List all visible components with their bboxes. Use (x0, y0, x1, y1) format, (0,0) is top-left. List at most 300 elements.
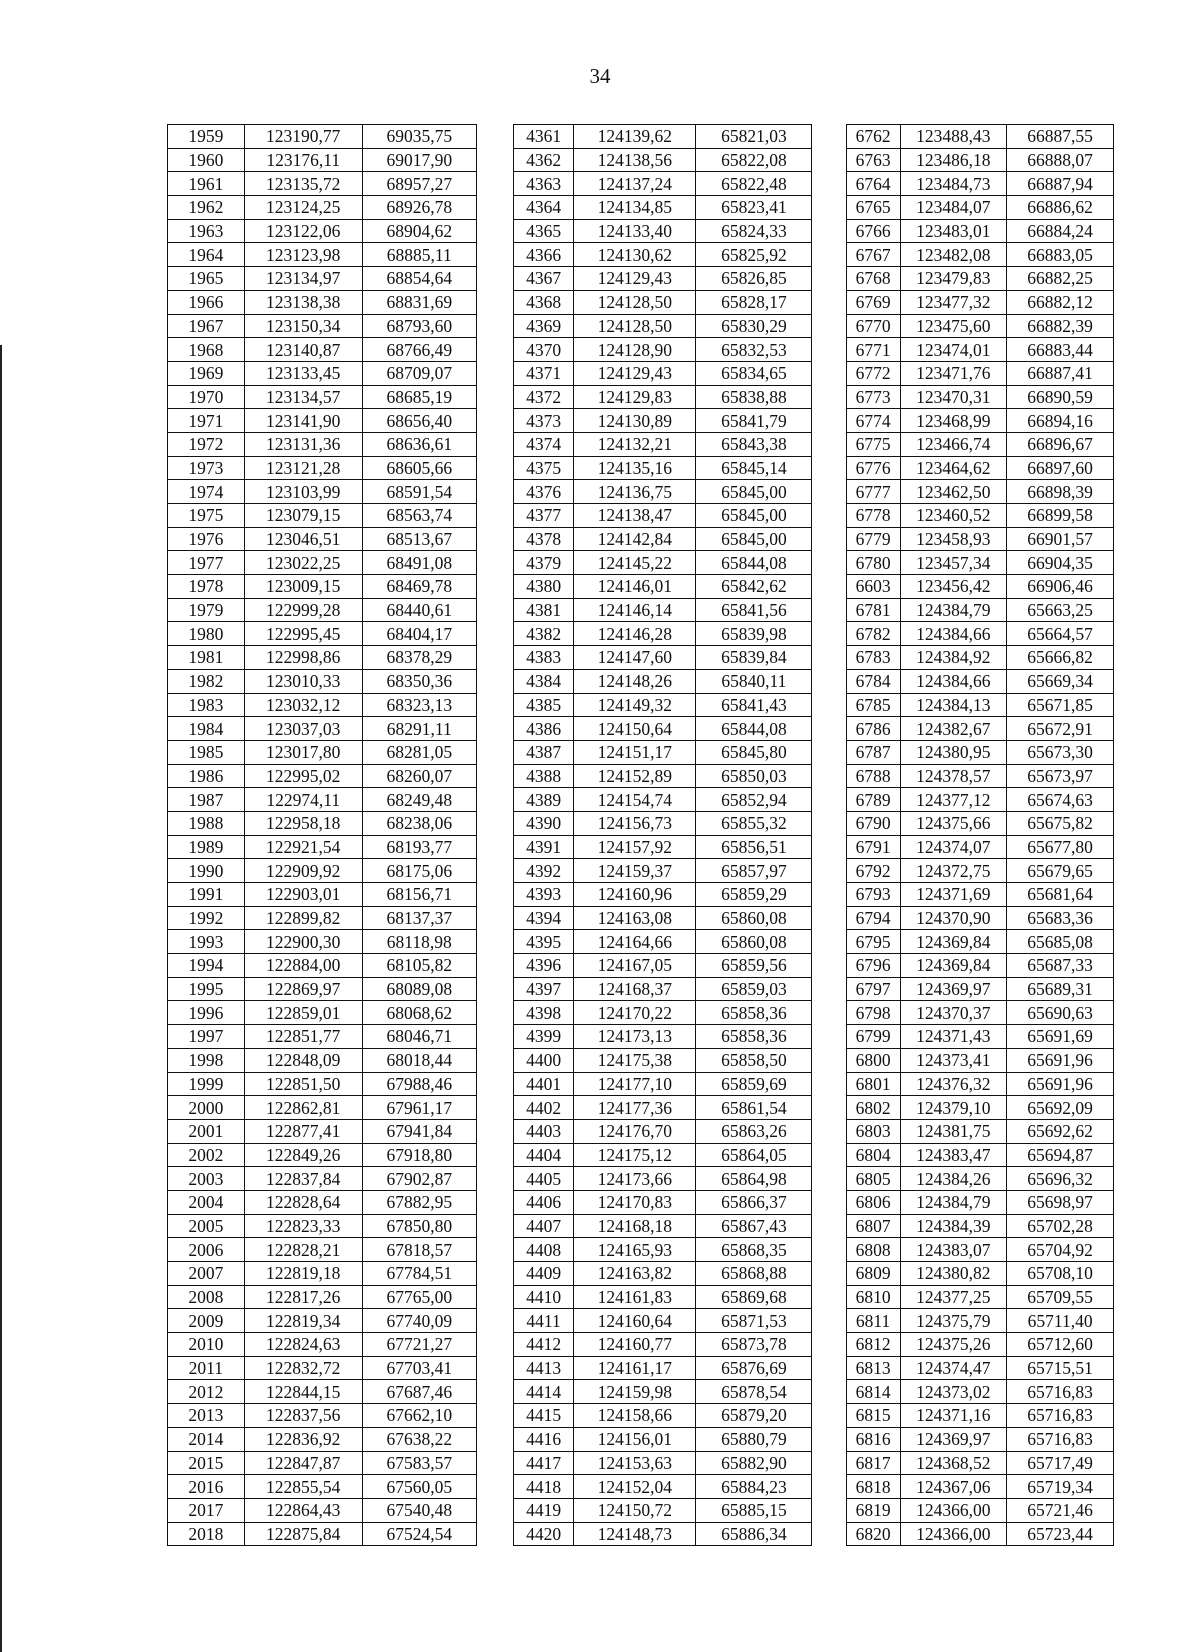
point-c-x-cell: 124384,79 (900, 598, 1007, 622)
point-b-x-cell: 124149,32 (574, 693, 696, 717)
point-a-x-cell: 123190,77 (244, 125, 362, 149)
point-c-x-cell: 124383,47 (900, 1143, 1007, 1167)
point-c-x-cell: 123458,93 (900, 527, 1007, 551)
column-gap (812, 172, 846, 196)
point-a-x-cell: 122837,84 (244, 1167, 362, 1191)
table-row (168, 1214, 1114, 1238)
point-b-x-cell: 124134,85 (574, 196, 696, 220)
point-c-y-cell: 66884,24 (1007, 219, 1114, 243)
column-gap (476, 432, 513, 456)
point-c-y-cell: 66887,94 (1007, 172, 1114, 196)
point-c-y-cell: 66882,25 (1007, 267, 1114, 291)
point-c-y-cell: 65681,64 (1007, 883, 1114, 907)
point-b-x-cell: 124129,43 (574, 361, 696, 385)
point-b-x-cell: 124151,17 (574, 740, 696, 764)
point-c-y-cell: 65675,82 (1007, 811, 1114, 835)
point-c-x-cell: 124375,26 (900, 1333, 1007, 1357)
point-b-x-cell: 124129,43 (574, 267, 696, 291)
table-row (168, 290, 1114, 314)
point-c-y-cell: 65716,83 (1007, 1404, 1114, 1428)
point-b-x-cell: 124159,98 (574, 1380, 696, 1404)
point-b-x-cell: 124142,84 (574, 527, 696, 551)
point-b-y-cell: 65859,69 (696, 1072, 812, 1096)
point-a-x-cell: 123140,87 (244, 338, 362, 362)
point-b-number-cell: 4392 (514, 859, 574, 883)
point-c-x-cell: 124376,32 (900, 1072, 1007, 1096)
point-b-y-cell: 65879,20 (696, 1404, 812, 1428)
column-gap (476, 1096, 513, 1120)
point-a-x-cell: 123176,11 (244, 148, 362, 172)
point-a-y-cell: 67540,48 (362, 1498, 476, 1522)
table-row (168, 859, 1114, 883)
point-b-number-cell: 4396 (514, 954, 574, 978)
point-c-y-cell: 65666,82 (1007, 646, 1114, 670)
column-gap (812, 1025, 846, 1049)
column-gap (812, 361, 846, 385)
point-b-x-cell: 124130,62 (574, 243, 696, 267)
column-gap (476, 717, 513, 741)
point-b-y-cell: 65886,34 (696, 1522, 812, 1546)
point-b-x-cell: 124168,37 (574, 977, 696, 1001)
point-c-number-cell: 6771 (846, 338, 900, 362)
point-c-x-cell: 124383,07 (900, 1238, 1007, 1262)
point-b-y-cell: 65878,54 (696, 1380, 812, 1404)
point-b-y-cell: 65856,51 (696, 835, 812, 859)
point-c-y-cell: 66887,41 (1007, 361, 1114, 385)
point-b-number-cell: 4388 (514, 764, 574, 788)
point-c-y-cell: 65721,46 (1007, 1498, 1114, 1522)
column-gap (812, 314, 846, 338)
point-c-y-cell: 65692,09 (1007, 1096, 1114, 1120)
point-c-number-cell: 6796 (846, 954, 900, 978)
point-b-x-cell: 124170,83 (574, 1190, 696, 1214)
point-c-y-cell: 66888,07 (1007, 148, 1114, 172)
column-gap (476, 835, 513, 859)
point-c-y-cell: 65698,97 (1007, 1190, 1114, 1214)
point-b-number-cell: 4389 (514, 788, 574, 812)
point-b-number-cell: 4415 (514, 1404, 574, 1428)
point-b-x-cell: 124164,66 (574, 930, 696, 954)
point-b-number-cell: 4420 (514, 1522, 574, 1546)
point-a-number-cell: 1978 (168, 575, 245, 599)
point-c-y-cell: 66883,05 (1007, 243, 1114, 267)
point-b-x-cell: 124128,50 (574, 314, 696, 338)
point-c-y-cell: 65712,60 (1007, 1333, 1114, 1357)
point-a-number-cell: 2014 (168, 1427, 245, 1451)
point-a-x-cell: 122847,87 (244, 1451, 362, 1475)
point-a-x-cell: 123133,45 (244, 361, 362, 385)
point-c-number-cell: 6818 (846, 1475, 900, 1499)
column-gap (476, 148, 513, 172)
point-b-number-cell: 4387 (514, 740, 574, 764)
column-gap (476, 1380, 513, 1404)
point-a-number-cell: 2015 (168, 1451, 245, 1475)
point-c-y-cell: 65674,63 (1007, 788, 1114, 812)
point-b-number-cell: 4382 (514, 622, 574, 646)
point-a-x-cell: 122851,77 (244, 1025, 362, 1049)
point-a-number-cell: 1997 (168, 1025, 245, 1049)
point-b-number-cell: 4370 (514, 338, 574, 362)
point-b-x-cell: 124170,22 (574, 1001, 696, 1025)
column-gap (476, 125, 513, 149)
point-b-y-cell: 65842,62 (696, 575, 812, 599)
point-a-number-cell: 2017 (168, 1498, 245, 1522)
point-a-number-cell: 2016 (168, 1475, 245, 1499)
table-row (168, 267, 1114, 291)
point-c-y-cell: 65687,33 (1007, 954, 1114, 978)
point-b-x-cell: 124154,74 (574, 788, 696, 812)
point-b-number-cell: 4367 (514, 267, 574, 291)
point-a-y-cell: 68323,13 (362, 693, 476, 717)
point-b-x-cell: 124168,18 (574, 1214, 696, 1238)
point-a-y-cell: 68137,37 (362, 906, 476, 930)
point-a-y-cell: 67765,00 (362, 1285, 476, 1309)
table-row (168, 977, 1114, 1001)
point-a-y-cell: 68904,62 (362, 219, 476, 243)
point-c-x-cell: 123466,74 (900, 432, 1007, 456)
point-a-x-cell: 123037,03 (244, 717, 362, 741)
column-gap (476, 480, 513, 504)
point-a-number-cell: 2011 (168, 1356, 245, 1380)
table-row (168, 930, 1114, 954)
point-a-x-cell: 122817,26 (244, 1285, 362, 1309)
point-b-y-cell: 65858,50 (696, 1048, 812, 1072)
point-c-x-cell: 124384,79 (900, 1190, 1007, 1214)
column-gap (812, 1356, 846, 1380)
point-a-number-cell: 1985 (168, 740, 245, 764)
point-b-number-cell: 4373 (514, 409, 574, 433)
column-gap (476, 1427, 513, 1451)
point-b-number-cell: 4395 (514, 930, 574, 954)
point-c-number-cell: 6789 (846, 788, 900, 812)
point-c-number-cell: 6815 (846, 1404, 900, 1428)
point-a-y-cell: 67784,51 (362, 1262, 476, 1286)
table-row (168, 1309, 1114, 1333)
table-row (168, 338, 1114, 362)
point-c-y-cell: 66886,62 (1007, 196, 1114, 220)
point-a-x-cell: 123134,97 (244, 267, 362, 291)
point-c-y-cell: 66906,46 (1007, 575, 1114, 599)
page-edge-line (0, 345, 2, 1652)
point-b-x-cell: 124148,26 (574, 669, 696, 693)
column-gap (476, 1119, 513, 1143)
page-number: 34 (589, 64, 611, 88)
point-b-x-cell: 124146,28 (574, 622, 696, 646)
point-c-x-cell: 124367,06 (900, 1475, 1007, 1499)
point-a-x-cell: 122823,33 (244, 1214, 362, 1238)
point-c-y-cell: 65702,28 (1007, 1214, 1114, 1238)
column-gap (812, 551, 846, 575)
point-c-x-cell: 124369,84 (900, 930, 1007, 954)
table-row (168, 1262, 1114, 1286)
point-a-number-cell: 1987 (168, 788, 245, 812)
column-gap (476, 1309, 513, 1333)
column-gap (812, 622, 846, 646)
point-c-x-cell: 124366,00 (900, 1498, 1007, 1522)
table-row (168, 1238, 1114, 1262)
point-c-y-cell: 65717,49 (1007, 1451, 1114, 1475)
point-a-y-cell: 68193,77 (362, 835, 476, 859)
point-a-x-cell: 122836,92 (244, 1427, 362, 1451)
point-a-number-cell: 1965 (168, 267, 245, 291)
point-a-y-cell: 67583,57 (362, 1451, 476, 1475)
point-a-y-cell: 67687,46 (362, 1380, 476, 1404)
point-b-y-cell: 65845,80 (696, 740, 812, 764)
point-c-x-cell: 123484,07 (900, 196, 1007, 220)
point-a-y-cell: 68766,49 (362, 338, 476, 362)
point-c-number-cell: 6806 (846, 1190, 900, 1214)
point-c-number-cell: 6804 (846, 1143, 900, 1167)
point-a-x-cell: 122999,28 (244, 598, 362, 622)
point-a-y-cell: 68089,08 (362, 977, 476, 1001)
point-b-number-cell: 4380 (514, 575, 574, 599)
point-a-number-cell: 2006 (168, 1238, 245, 1262)
point-b-x-cell: 124153,63 (574, 1451, 696, 1475)
point-a-y-cell: 67902,87 (362, 1167, 476, 1191)
point-c-y-cell: 65663,25 (1007, 598, 1114, 622)
point-a-x-cell: 122824,63 (244, 1333, 362, 1357)
point-b-y-cell: 65867,43 (696, 1214, 812, 1238)
point-a-x-cell: 123122,06 (244, 219, 362, 243)
point-a-number-cell: 1991 (168, 883, 245, 907)
point-c-x-cell: 124369,97 (900, 1427, 1007, 1451)
point-c-x-cell: 123457,34 (900, 551, 1007, 575)
point-a-x-cell: 122899,82 (244, 906, 362, 930)
point-a-number-cell: 2005 (168, 1214, 245, 1238)
point-b-y-cell: 65841,56 (696, 598, 812, 622)
point-c-x-cell: 124377,25 (900, 1285, 1007, 1309)
point-c-y-cell: 65677,80 (1007, 835, 1114, 859)
point-c-number-cell: 6780 (846, 551, 900, 575)
point-c-y-cell: 65708,10 (1007, 1262, 1114, 1286)
point-b-number-cell: 4397 (514, 977, 574, 1001)
table-row (168, 622, 1114, 646)
column-gap (812, 598, 846, 622)
point-c-x-cell: 124381,75 (900, 1119, 1007, 1143)
point-b-y-cell: 65822,48 (696, 172, 812, 196)
point-a-x-cell: 122995,02 (244, 764, 362, 788)
column-gap (812, 883, 846, 907)
point-b-number-cell: 4419 (514, 1498, 574, 1522)
point-b-number-cell: 4376 (514, 480, 574, 504)
column-gap (476, 883, 513, 907)
point-c-x-cell: 124384,13 (900, 693, 1007, 717)
point-c-number-cell: 6820 (846, 1522, 900, 1546)
point-a-y-cell: 67740,09 (362, 1309, 476, 1333)
column-gap (812, 1214, 846, 1238)
point-b-y-cell: 65832,53 (696, 338, 812, 362)
point-a-y-cell: 68831,69 (362, 290, 476, 314)
point-c-y-cell: 66897,60 (1007, 456, 1114, 480)
point-b-y-cell: 65828,17 (696, 290, 812, 314)
point-c-x-cell: 123460,52 (900, 504, 1007, 528)
column-gap (476, 409, 513, 433)
point-a-x-cell: 122819,34 (244, 1309, 362, 1333)
point-a-number-cell: 2013 (168, 1404, 245, 1428)
point-c-number-cell: 6802 (846, 1096, 900, 1120)
point-a-y-cell: 68469,78 (362, 575, 476, 599)
point-a-number-cell: 2002 (168, 1143, 245, 1167)
point-c-x-cell: 123470,31 (900, 385, 1007, 409)
point-c-y-cell: 65685,08 (1007, 930, 1114, 954)
point-b-number-cell: 4407 (514, 1214, 574, 1238)
point-a-y-cell: 68513,67 (362, 527, 476, 551)
point-c-x-cell: 124378,57 (900, 764, 1007, 788)
point-a-number-cell: 1992 (168, 906, 245, 930)
point-a-y-cell: 67882,95 (362, 1190, 476, 1214)
column-gap (476, 1001, 513, 1025)
point-b-number-cell: 4385 (514, 693, 574, 717)
table-row (168, 1072, 1114, 1096)
point-b-x-cell: 124146,01 (574, 575, 696, 599)
point-a-x-cell: 122900,30 (244, 930, 362, 954)
table-row (168, 1096, 1114, 1120)
column-gap (812, 385, 846, 409)
column-gap (812, 243, 846, 267)
point-b-number-cell: 4417 (514, 1451, 574, 1475)
point-b-y-cell: 65845,00 (696, 480, 812, 504)
point-c-y-cell: 65691,96 (1007, 1048, 1114, 1072)
point-c-y-cell: 65689,31 (1007, 977, 1114, 1001)
point-a-y-cell: 68885,11 (362, 243, 476, 267)
point-b-y-cell: 65855,32 (696, 811, 812, 835)
point-b-x-cell: 124163,08 (574, 906, 696, 930)
point-b-number-cell: 4381 (514, 598, 574, 622)
point-a-number-cell: 2009 (168, 1309, 245, 1333)
point-b-y-cell: 65858,36 (696, 1025, 812, 1049)
table-row (168, 1475, 1114, 1499)
point-c-number-cell: 6770 (846, 314, 900, 338)
point-a-x-cell: 123017,80 (244, 740, 362, 764)
point-a-x-cell: 123123,98 (244, 243, 362, 267)
table-row (168, 1119, 1114, 1143)
point-a-x-cell: 122875,84 (244, 1522, 362, 1546)
point-a-x-cell: 123079,15 (244, 504, 362, 528)
point-c-number-cell: 6784 (846, 669, 900, 693)
point-c-x-cell: 124375,79 (900, 1309, 1007, 1333)
point-b-y-cell: 65871,53 (696, 1309, 812, 1333)
point-b-number-cell: 4402 (514, 1096, 574, 1120)
table-row (168, 1522, 1114, 1546)
column-gap (812, 196, 846, 220)
point-c-y-cell: 66883,44 (1007, 338, 1114, 362)
point-a-y-cell: 67961,17 (362, 1096, 476, 1120)
point-c-number-cell: 6808 (846, 1238, 900, 1262)
point-a-x-cell: 123134,57 (244, 385, 362, 409)
point-a-x-cell: 123141,90 (244, 409, 362, 433)
point-b-number-cell: 4411 (514, 1309, 574, 1333)
point-b-x-cell: 124152,89 (574, 764, 696, 788)
point-c-x-cell: 124380,82 (900, 1262, 1007, 1286)
point-b-x-cell: 124135,16 (574, 456, 696, 480)
point-a-y-cell: 68656,40 (362, 409, 476, 433)
table-row (168, 1451, 1114, 1475)
point-b-number-cell: 4403 (514, 1119, 574, 1143)
point-a-number-cell: 1977 (168, 551, 245, 575)
point-b-y-cell: 65821,03 (696, 125, 812, 149)
point-b-y-cell: 65859,56 (696, 954, 812, 978)
point-c-x-cell: 124369,84 (900, 954, 1007, 978)
point-b-y-cell: 65826,85 (696, 267, 812, 291)
column-gap (476, 314, 513, 338)
point-a-y-cell: 67721,27 (362, 1333, 476, 1357)
column-gap (476, 1498, 513, 1522)
column-gap (812, 409, 846, 433)
column-gap (476, 575, 513, 599)
point-c-x-cell: 124366,00 (900, 1522, 1007, 1546)
table-row (168, 954, 1114, 978)
point-a-y-cell: 68440,61 (362, 598, 476, 622)
point-a-number-cell: 1976 (168, 527, 245, 551)
point-a-x-cell: 122903,01 (244, 883, 362, 907)
point-c-number-cell: 6782 (846, 622, 900, 646)
table-row (168, 432, 1114, 456)
table-row (168, 219, 1114, 243)
point-a-x-cell: 123009,15 (244, 575, 362, 599)
table-row (168, 1333, 1114, 1357)
table-row (168, 1285, 1114, 1309)
point-a-number-cell: 1975 (168, 504, 245, 528)
point-c-y-cell: 65694,87 (1007, 1143, 1114, 1167)
column-gap (476, 1356, 513, 1380)
column-gap (476, 1143, 513, 1167)
point-a-y-cell: 67818,57 (362, 1238, 476, 1262)
column-gap (812, 1190, 846, 1214)
point-c-x-cell: 124379,10 (900, 1096, 1007, 1120)
point-b-y-cell: 65861,54 (696, 1096, 812, 1120)
point-b-y-cell: 65858,36 (696, 1001, 812, 1025)
column-gap (812, 977, 846, 1001)
point-a-y-cell: 68491,08 (362, 551, 476, 575)
column-gap (476, 622, 513, 646)
column-gap (476, 361, 513, 385)
point-a-x-cell: 122909,92 (244, 859, 362, 883)
point-c-number-cell: 6819 (846, 1498, 900, 1522)
point-b-y-cell: 65859,03 (696, 977, 812, 1001)
point-a-number-cell: 1981 (168, 646, 245, 670)
point-b-y-cell: 65822,08 (696, 148, 812, 172)
table-row (168, 811, 1114, 835)
point-b-x-cell: 124176,70 (574, 1119, 696, 1143)
point-a-number-cell: 1970 (168, 385, 245, 409)
point-b-x-cell: 124156,73 (574, 811, 696, 835)
point-c-number-cell: 6772 (846, 361, 900, 385)
point-c-number-cell: 6791 (846, 835, 900, 859)
point-c-y-cell: 65711,40 (1007, 1309, 1114, 1333)
point-c-number-cell: 6766 (846, 219, 900, 243)
point-b-y-cell: 65845,14 (696, 456, 812, 480)
point-a-x-cell: 122995,45 (244, 622, 362, 646)
point-a-number-cell: 1995 (168, 977, 245, 1001)
point-b-x-cell: 124157,92 (574, 835, 696, 859)
column-gap (476, 1190, 513, 1214)
point-a-x-cell: 122869,97 (244, 977, 362, 1001)
point-a-x-cell: 123124,25 (244, 196, 362, 220)
point-c-number-cell: 6805 (846, 1167, 900, 1191)
point-b-x-cell: 124175,12 (574, 1143, 696, 1167)
point-b-number-cell: 4384 (514, 669, 574, 693)
column-gap (812, 1309, 846, 1333)
column-gap (476, 646, 513, 670)
point-b-x-cell: 124129,83 (574, 385, 696, 409)
point-b-x-cell: 124173,66 (574, 1167, 696, 1191)
point-c-number-cell: 6807 (846, 1214, 900, 1238)
point-a-y-cell: 67524,54 (362, 1522, 476, 1546)
table-row (168, 1001, 1114, 1025)
point-b-y-cell: 65866,37 (696, 1190, 812, 1214)
column-gap (812, 480, 846, 504)
point-a-y-cell: 68018,44 (362, 1048, 476, 1072)
